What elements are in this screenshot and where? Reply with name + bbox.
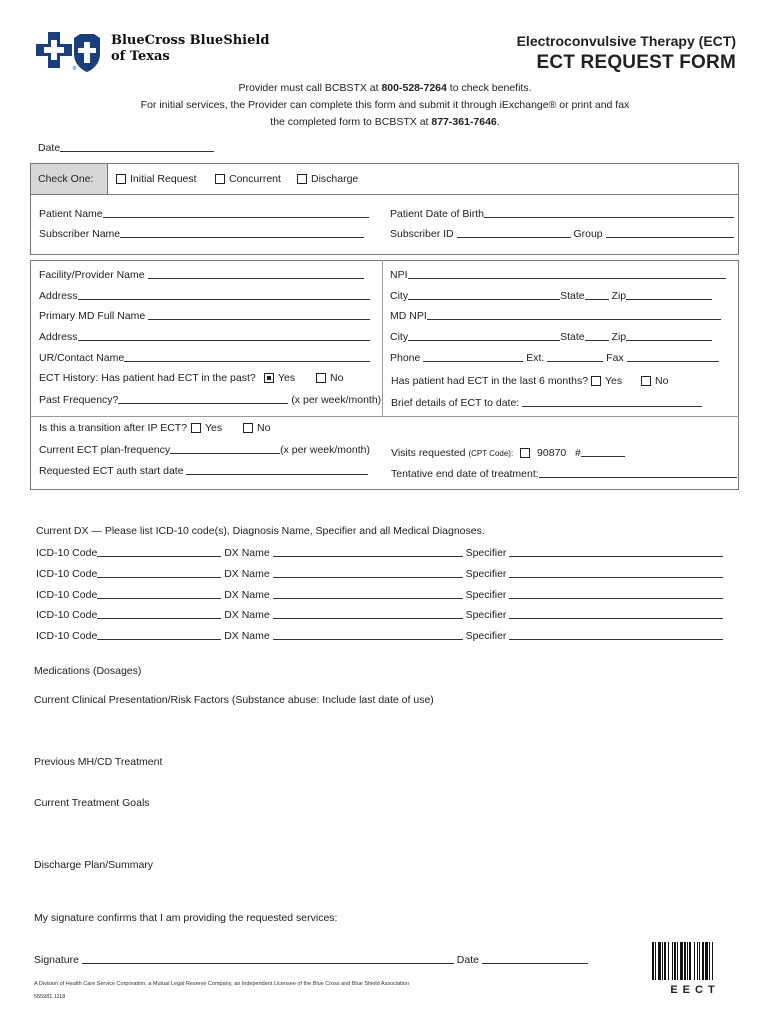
current-plan-label: Current ECT plan-frequency	[39, 444, 171, 456]
check-one-label: Check One:	[38, 173, 94, 185]
patient-box	[30, 195, 739, 255]
barcode-bar	[694, 942, 695, 980]
icd-field[interactable]	[97, 567, 221, 578]
ect-history-no-checkbox[interactable]	[316, 373, 326, 383]
cpt-code-label: (CPT Code):	[468, 449, 514, 458]
primary-md-field[interactable]	[148, 309, 370, 320]
signature-date-field[interactable]	[482, 953, 588, 964]
specifier-label: Specifier	[465, 568, 507, 580]
subscriber-id-field[interactable]	[457, 227, 571, 238]
zip2-field[interactable]	[626, 330, 712, 341]
address2-label: Address	[39, 331, 78, 343]
dx-name-label: DX Name	[224, 589, 270, 601]
zip-label: Zip	[611, 290, 627, 302]
option-label: Discharge	[311, 173, 359, 185]
md-npi-field[interactable]	[427, 309, 721, 320]
auth-start-label: Requested ECT auth start date	[39, 465, 184, 477]
barcode-bar	[712, 942, 713, 980]
intro-text: .	[496, 116, 500, 128]
barcode-bar	[664, 942, 666, 980]
past-frequency-row	[39, 393, 381, 406]
dx-name-label: DX Name	[224, 630, 270, 642]
facility-name-label: Facility/Provider Name	[39, 269, 145, 281]
icd-label: ICD-10 Code	[36, 630, 98, 642]
transition-divider	[30, 416, 739, 417]
barcode-bar	[655, 942, 656, 980]
patient-name-label: Patient Name	[39, 208, 103, 220]
city-field[interactable]	[408, 289, 560, 300]
city-label: City	[390, 290, 409, 302]
city-state-zip-row	[390, 289, 712, 302]
city-state-zip2-row	[390, 330, 712, 343]
per-week-label: (x per week/month)	[291, 394, 382, 406]
barcode-bar	[702, 942, 704, 980]
specifier-label: Specifier	[465, 630, 507, 642]
auth-start-row	[39, 464, 368, 477]
option-label: Initial Request	[130, 173, 197, 185]
last6-label: Has patient had ECT in the last 6 months?	[391, 375, 589, 387]
discharge-checkbox[interactable]	[297, 174, 307, 184]
fax-field[interactable]	[627, 351, 719, 362]
ect-history-label: ECT History: Has patient had ECT in the past?	[39, 372, 256, 384]
dx-name-label: DX Name	[224, 547, 270, 559]
md-npi-row	[390, 309, 721, 322]
ect-history-yes[interactable]	[264, 372, 295, 384]
barcode-bar	[652, 942, 654, 980]
transition-yes-checkbox[interactable]	[191, 423, 201, 433]
past-frequency-field[interactable]	[118, 393, 288, 404]
state2-field[interactable]	[585, 330, 609, 341]
dx-row	[36, 567, 723, 580]
address-label: Address	[39, 290, 78, 302]
icd-field[interactable]	[97, 588, 221, 599]
barcode-bar	[687, 942, 688, 980]
specifier-field[interactable]	[509, 546, 723, 557]
barcode-text: EECT	[670, 984, 720, 996]
concurrent-checkbox[interactable]	[215, 174, 225, 184]
intro-line2: For initial services, the Provider can complete this form and submit it through iExchange® or print and fax	[140, 99, 630, 111]
barcode-bar	[697, 942, 698, 980]
tentative-end-row	[391, 467, 737, 480]
dob-row	[390, 207, 734, 220]
subscriber-id-row	[390, 227, 734, 240]
blue-shield-icon	[74, 34, 100, 72]
ect-history-row	[39, 372, 256, 384]
no-label: No	[330, 372, 344, 384]
barcode-bar	[684, 942, 686, 980]
facility-name-row	[39, 268, 364, 281]
fax-label: Fax	[606, 352, 624, 364]
transition-row	[39, 422, 187, 434]
tentative-end-field[interactable]	[539, 467, 737, 478]
option-discharge[interactable]	[297, 173, 358, 185]
intro-line1	[0, 80, 770, 97]
last6-no-checkbox[interactable]	[641, 376, 651, 386]
group-field[interactable]	[606, 227, 734, 238]
ext-field[interactable]	[547, 351, 603, 362]
medications-label: Medications (Dosages)	[34, 665, 142, 677]
visits-requested-row	[391, 446, 625, 459]
barcode-bar	[699, 942, 700, 980]
icd-field[interactable]	[97, 546, 221, 557]
zip-field[interactable]	[626, 289, 712, 300]
state-label: State	[560, 290, 585, 302]
state-field[interactable]	[585, 289, 609, 300]
city2-field[interactable]	[408, 330, 560, 341]
date-row	[38, 141, 214, 154]
primary-md-row	[39, 309, 370, 322]
brief-details-row	[391, 396, 702, 409]
subscriber-name-label: Subscriber Name	[39, 228, 121, 240]
yes-label: Yes	[205, 422, 223, 434]
date-field[interactable]	[60, 141, 214, 152]
primary-md-label: Primary MD Full Name	[39, 310, 146, 322]
last6-yes-checkbox[interactable]	[591, 376, 601, 386]
barcode-bar	[709, 942, 710, 980]
footer-code: 555981.1118	[34, 994, 66, 1000]
dx-name-field[interactable]	[273, 567, 463, 578]
dob-field[interactable]	[484, 207, 734, 218]
barcode-bar	[689, 942, 691, 980]
svg-text:®: ®	[72, 66, 77, 72]
previous-treatment-label: Previous MH/CD Treatment	[34, 756, 163, 768]
brief-details-label: Brief details of ECT to date:	[391, 397, 520, 409]
benefits-phone: 800-528-7264	[381, 82, 447, 94]
option-initial-request[interactable]	[116, 173, 197, 185]
dx-row	[36, 629, 723, 642]
option-label: Concurrent	[229, 173, 281, 185]
patient-name-row	[39, 207, 369, 220]
dx-name-label: DX Name	[224, 568, 270, 580]
specifier-field[interactable]	[509, 588, 723, 599]
tentative-end-label: Tentative end date of treatment:	[391, 468, 539, 480]
barcode-bar	[674, 942, 676, 980]
clinical-label: Current Clinical Presentation/Risk Factors (Substance abuse: Include last date of use)	[34, 694, 434, 706]
phone-row	[390, 351, 719, 364]
barcode-bar	[677, 942, 678, 980]
form-subtitle: Electroconvulsive Therapy (ECT)	[516, 33, 736, 49]
hash-label: #	[575, 447, 581, 459]
ect-history-no[interactable]	[316, 372, 343, 384]
no-label: No	[655, 375, 669, 387]
md-npi-label: MD NPI	[390, 310, 427, 322]
dx-name-field[interactable]	[273, 629, 463, 640]
no-label: No	[257, 422, 271, 434]
ur-contact-row	[39, 351, 370, 364]
barcode-bar	[680, 942, 683, 980]
subscriber-name-row	[39, 227, 364, 240]
specifier-label: Specifier	[465, 589, 507, 601]
brand-name	[111, 33, 269, 65]
ect-history-yes-checkbox[interactable]	[264, 373, 274, 383]
dx-row	[36, 588, 723, 601]
address2-field[interactable]	[78, 330, 370, 341]
barcode-bar	[668, 942, 669, 980]
dx-name-label: DX Name	[224, 609, 270, 621]
barcode-bar	[705, 942, 708, 980]
facility-divider	[382, 260, 383, 416]
icd-label: ICD-10 Code	[36, 568, 98, 580]
dx-name-field[interactable]	[273, 608, 463, 619]
phone-field[interactable]	[423, 351, 523, 362]
brief-details-field[interactable]	[522, 396, 702, 407]
current-plan-row	[39, 443, 370, 456]
npi-row	[390, 268, 726, 281]
last6-no[interactable]	[641, 375, 668, 387]
signature-row	[34, 953, 588, 966]
intro-text: the completed form to BCBSTX at	[270, 116, 432, 128]
dx-name-field[interactable]	[273, 546, 463, 557]
address-field[interactable]	[78, 289, 370, 300]
visits-requested-label: Visits requested	[391, 447, 466, 459]
npi-field[interactable]	[408, 268, 726, 279]
last6-yes[interactable]	[591, 375, 622, 387]
cpt-checkbox[interactable]	[520, 448, 530, 458]
specifier-field[interactable]	[509, 567, 723, 578]
icd-label: ICD-10 Code	[36, 589, 98, 601]
address2-row	[39, 330, 370, 343]
intro-line3	[0, 114, 770, 131]
signature-label: Signature	[34, 954, 79, 966]
address-row	[39, 289, 370, 302]
transition-no-checkbox[interactable]	[243, 423, 253, 433]
zip2-label: Zip	[611, 331, 627, 343]
initial-request-checkbox[interactable]	[116, 174, 126, 184]
discharge-plan-label: Discharge Plan/Summary	[34, 859, 154, 871]
transition-label: Is this a transition after IP ECT?	[39, 422, 188, 434]
dob-label: Patient Date of Birth	[390, 208, 484, 220]
barcode-bar	[662, 942, 663, 980]
barcode-image	[652, 942, 738, 980]
last6-row	[391, 375, 588, 387]
state2-label: State	[560, 331, 585, 343]
intro-text: to check benefits.	[446, 82, 532, 94]
signature-confirm: My signature confirms that I am providing the requested services:	[34, 912, 338, 924]
brand-line2: of Texas	[111, 49, 170, 64]
patient-name-field[interactable]	[103, 207, 369, 218]
dx-row	[36, 546, 723, 559]
per-week-label: (x per week/month)	[280, 444, 370, 456]
ur-contact-label: UR/Contact Name	[39, 352, 125, 364]
current-plan-field[interactable]	[170, 443, 280, 454]
option-concurrent[interactable]	[215, 173, 281, 185]
intro-text: Provider must call BCBSTX at	[238, 82, 382, 94]
signature-date-label: Date	[456, 954, 479, 966]
icd-label: ICD-10 Code	[36, 609, 98, 621]
ext-label: Ext.	[526, 352, 545, 364]
cpt-value: 90870	[537, 447, 567, 459]
past-frequency-label: Past Frequency?	[39, 394, 119, 406]
ur-contact-field[interactable]	[124, 351, 370, 362]
dx-row	[36, 608, 723, 621]
form-title: ECT REQUEST FORM	[536, 52, 736, 73]
subscriber-name-field[interactable]	[120, 227, 364, 238]
treatment-goals-label: Current Treatment Goals	[34, 797, 150, 809]
transition-no[interactable]	[243, 422, 270, 434]
footer-disclaimer: A Division of Health Care Service Corporation, a Mutual Legal Reserve Company, an Independent Licensee of the Blue Cross and Blue Shield Association	[34, 981, 410, 987]
signature-field[interactable]	[82, 953, 454, 964]
subscriber-id-label: Subscriber ID	[390, 228, 454, 240]
group-label: Group	[573, 228, 603, 240]
icd-field[interactable]	[97, 608, 221, 619]
specifier-label: Specifier	[465, 609, 507, 621]
dx-intro: Current DX — Please list ICD-10 code(s), Diagnosis Name, Specifier and all Medical Diagnoses.	[36, 525, 485, 537]
facility-name-field[interactable]	[148, 268, 364, 279]
phone-label: Phone	[390, 352, 421, 364]
date-label: Date	[38, 142, 61, 154]
auth-start-field[interactable]	[186, 464, 368, 475]
specifier-field[interactable]	[509, 629, 723, 640]
barcode-bar	[672, 942, 673, 980]
yes-label: Yes	[605, 375, 623, 387]
yes-label: Yes	[278, 372, 296, 384]
fax-number: 877-361-7646	[431, 116, 497, 128]
blue-cross-icon	[36, 32, 72, 68]
icd-field[interactable]	[97, 629, 221, 640]
specifier-field[interactable]	[509, 608, 723, 619]
icd-label: ICD-10 Code	[36, 547, 98, 559]
barcode-bar	[658, 942, 661, 980]
dx-name-field[interactable]	[273, 588, 463, 599]
visits-count-field[interactable]	[581, 446, 625, 457]
transition-yes[interactable]	[191, 422, 222, 434]
brand-line1: BlueCross BlueShield	[111, 33, 270, 48]
npi-label: NPI	[390, 269, 408, 281]
city2-label: City	[390, 331, 409, 343]
specifier-label: Specifier	[465, 547, 507, 559]
